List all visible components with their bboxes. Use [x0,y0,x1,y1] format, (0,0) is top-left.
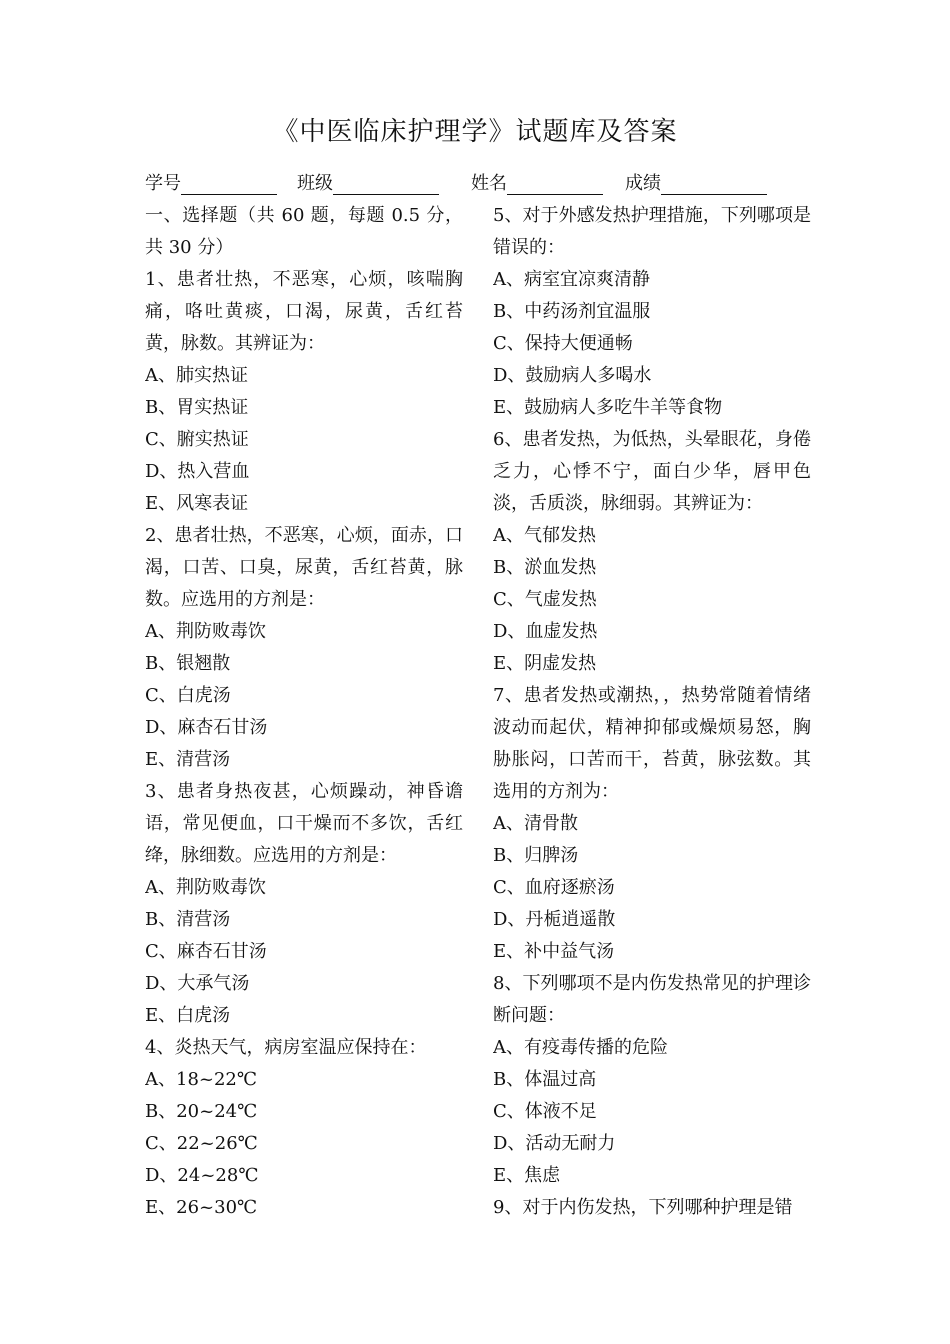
question-4 [145,1032,463,1224]
option-c[interactable]: C、血府逐瘀汤 [493,877,615,898]
option-d[interactable]: D、鼓励病人多喝水 [493,365,652,386]
option-e[interactable]: E、26~30℃ [145,1197,258,1218]
option-d[interactable]: D、活动无耐力 [493,1133,616,1154]
question-stem: 7、患者发热或潮热，，热势常随着情绪波动而起伏，精神抑郁或燥烦易怒，胸胁胀闷，口苦而干，苔黄，脉弦数。其选用的方剂为： [493,685,811,802]
name-label: 姓名 [471,173,507,194]
question-stem: 5、对于外感发热护理措施，下列哪项是错误的： [493,205,811,258]
question-stem: 8、下列哪项不是内伤发热常见的护理诊断问题： [493,973,811,1026]
option-c[interactable]: C、保持大便通畅 [493,333,633,354]
page-title: 《中医临床护理学》试题库及答案 [272,117,678,147]
option-c[interactable]: C、麻杏石甘汤 [145,941,267,962]
option-e[interactable]: E、阴虚发热 [493,653,597,674]
option-b[interactable]: B、银翘散 [145,653,231,674]
option-d[interactable]: D、血虚发热 [493,621,598,642]
option-c[interactable]: C、22~26℃ [145,1133,258,1154]
question-5 [493,200,811,424]
student-info-row [145,168,825,200]
option-b[interactable]: B、20~24℃ [145,1101,258,1122]
question-6 [493,424,811,680]
option-a[interactable]: A、18~22℃ [145,1069,258,1090]
option-e[interactable]: E、风寒表证 [145,493,249,514]
question-stem: 4、炎热天气，病房室温应保持在： [145,1037,427,1058]
section-heading: 一、选择题（共 60 题，每题 0.5 分，共 30 分） [145,205,463,258]
option-d[interactable]: D、丹栀逍遥散 [493,909,616,930]
class-field [297,168,439,200]
option-e[interactable]: E、鼓励病人多吃牛羊等食物 [493,397,723,418]
name-field [471,168,603,200]
option-a[interactable]: A、清骨散 [493,813,578,834]
question-8 [493,968,811,1192]
question-9 [493,1192,811,1224]
option-a[interactable]: A、肺实热证 [145,365,248,386]
name-blank[interactable] [507,168,603,195]
question-stem: 6、患者发热，为低热，头晕眼花，身倦乏力，心悸不宁，面白少华，唇甲色淡，舌质淡，脉细弱。其辨证为： [493,429,811,514]
option-b[interactable]: B、体温过高 [493,1069,597,1090]
option-c[interactable]: C、气虚发热 [493,589,597,610]
option-c[interactable]: C、腑实热证 [145,429,249,450]
right-column [493,200,811,1224]
question-stem: 3、患者身热夜甚，心烦躁动，神昏谵语，常见便血，口干燥而不多饮，舌红绛，脉细数。应选用的方剂是： [145,781,463,866]
option-c[interactable]: C、白虎汤 [145,685,231,706]
option-c[interactable]: C、体液不足 [493,1101,597,1122]
student-id-label: 学号 [145,173,181,194]
class-blank[interactable] [333,168,439,195]
option-a[interactable]: A、有疫毒传播的危险 [493,1037,668,1058]
question-stem: 2、患者壮热，不恶寒，心烦，面赤，口渴，口苦、口臭，尿黄，舌红苔黄，脉数。应选用的方剂是： [145,525,463,610]
option-a[interactable]: A、荆防败毒饮 [145,621,266,642]
class-label: 班级 [297,173,333,194]
student-id-field [145,168,277,200]
option-b[interactable]: B、淤血发热 [493,557,597,578]
option-d[interactable]: D、大承气汤 [145,973,250,994]
option-b[interactable]: B、胃实热证 [145,397,249,418]
score-blank[interactable] [661,168,767,195]
question-3 [145,776,463,1032]
option-a[interactable]: A、荆防败毒饮 [145,877,266,898]
option-d[interactable]: D、麻杏石甘汤 [145,717,268,738]
question-stem: 9、对于内伤发热，下列哪种护理是错 [493,1197,793,1218]
option-a[interactable]: A、气郁发热 [493,525,596,546]
option-e[interactable]: E、白虎汤 [145,1005,231,1026]
score-label: 成绩 [625,173,661,194]
question-stem: 1、患者壮热，不恶寒，心烦，咳喘胸痛，咯吐黄痰，口渴，尿黄，舌红苔黄，脉数。其辨证为： [145,269,463,354]
left-column [145,200,463,1224]
option-e[interactable]: E、补中益气汤 [493,941,615,962]
option-d[interactable]: D、24~28℃ [145,1165,259,1186]
option-e[interactable]: E、清营汤 [145,749,231,770]
option-a[interactable]: A、病室宜凉爽清静 [493,269,650,290]
question-1 [145,264,463,520]
option-e[interactable]: E、焦虑 [493,1165,561,1186]
option-b[interactable]: B、归脾汤 [493,845,579,866]
score-field [625,168,767,200]
question-2 [145,520,463,776]
question-7 [493,680,811,968]
option-b[interactable]: B、中药汤剂宜温服 [493,301,651,322]
option-d[interactable]: D、热入营血 [145,461,250,482]
option-b[interactable]: B、清营汤 [145,909,231,930]
student-id-blank[interactable] [181,168,277,195]
